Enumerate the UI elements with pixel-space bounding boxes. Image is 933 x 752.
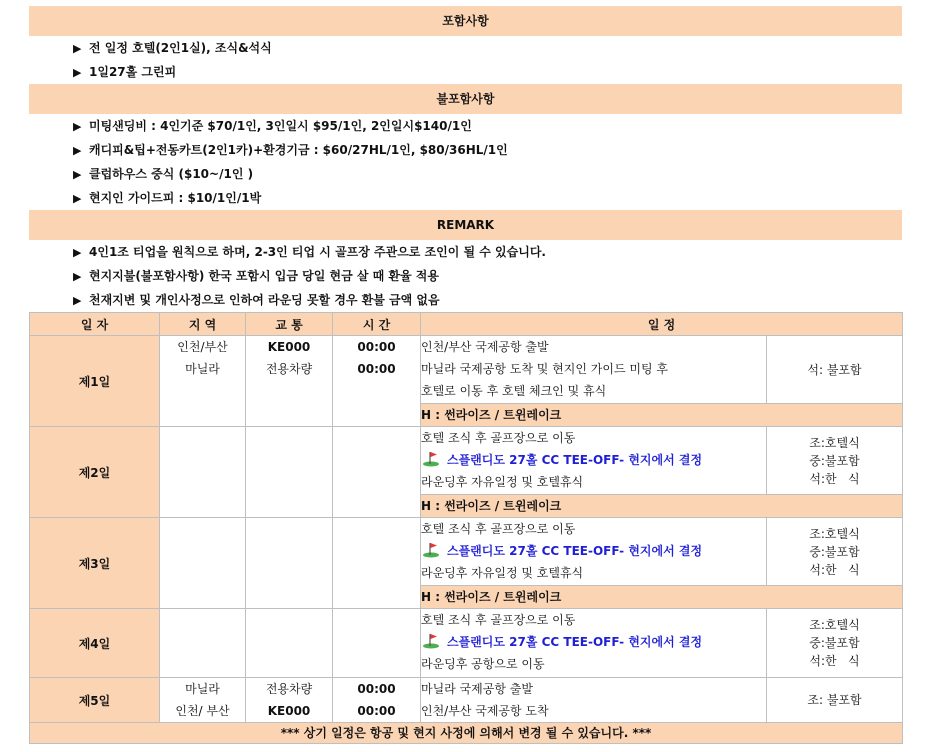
col-header-region: 지 역 bbox=[160, 313, 246, 336]
excluded-item: ▶ 클럽하우스 중식 ($10~/1인 ) bbox=[29, 162, 902, 186]
plan-cell: 호텔 조식 후 골프장으로 이동 스플랜디도 27홀 CC TEE-OFF- 현지에서 결정 라운딩후 자유일정 및 호텔휴식 bbox=[421, 427, 767, 495]
region-cell bbox=[160, 427, 246, 518]
day-row bbox=[30, 678, 903, 723]
remark-item: ▶ 현지지불(불포함사항) 한국 포함시 입금 당일 현금 살 때 환율 적용 bbox=[29, 264, 902, 288]
time-cell: 00:00 00:00 bbox=[333, 336, 421, 427]
schedule-footer-note: *** 상기 일정은 항공 및 현지 사정에 의해서 변경 될 수 있습니다. *** bbox=[30, 723, 903, 744]
itinerary-document bbox=[29, 6, 902, 744]
transport-cell: KE000 전용차량 bbox=[246, 336, 333, 427]
time-cell bbox=[333, 518, 421, 609]
col-header-time: 시 간 bbox=[333, 313, 421, 336]
bullet-icon: ▶ bbox=[73, 294, 82, 307]
day-label: 제2일 bbox=[30, 427, 160, 518]
transport-cell bbox=[246, 427, 333, 518]
day-row bbox=[30, 609, 903, 678]
region-cell bbox=[160, 609, 246, 678]
region-cell: 마닐라 인천/ 부산 bbox=[160, 678, 246, 723]
transport-cell: 전용차량 KE000 bbox=[246, 678, 333, 723]
bullet-icon: ▶ bbox=[73, 144, 82, 157]
meal-cell: 조:호텔식 중:불포함 석:한 식 bbox=[767, 427, 903, 495]
plan-cell: 인천/부산 국제공항 출발 마닐라 국제공항 도착 및 현지인 가이드 미팅 후 호텔로 이동 후 호텔 체크인 및 휴식 bbox=[421, 336, 767, 404]
excluded-item: ▶ 미팅샌딩비 : 4인기준 $70/1인, 3인일시 $95/1인, 2인일시$140/1인 bbox=[29, 114, 902, 138]
excluded-item: ▶ 캐디피&팁+전동카트(2인1카)+환경기금 : $60/27HL/1인, $80/36HL/1인 bbox=[29, 138, 902, 162]
col-header-transport: 교 통 bbox=[246, 313, 333, 336]
time-cell bbox=[333, 427, 421, 518]
day-label: 제3일 bbox=[30, 518, 160, 609]
transport-cell bbox=[246, 609, 333, 678]
schedule-header-row bbox=[30, 313, 903, 336]
plan-cell: 마닐라 국제공항 출발 인천/부산 국제공항 도착 bbox=[421, 678, 767, 723]
day-label: 제4일 bbox=[30, 609, 160, 678]
golf-flag-icon bbox=[421, 633, 441, 649]
included-item: ▶ 전 일정 호텔(2인1실), 조식&석식 bbox=[29, 36, 902, 60]
col-header-plan: 일 정 bbox=[421, 313, 903, 336]
excluded-item: ▶ 현지인 가이드피 : $10/1인/1박 bbox=[29, 186, 902, 210]
day-row bbox=[30, 427, 903, 495]
included-header: 포함사항 bbox=[29, 6, 902, 36]
remark-header: REMARK bbox=[29, 210, 902, 240]
hotel-label: H : 썬라이즈 / 트윈레이크 bbox=[421, 495, 903, 518]
transport-cell bbox=[246, 518, 333, 609]
bullet-icon: ▶ bbox=[73, 120, 82, 133]
schedule-table bbox=[29, 312, 903, 744]
col-header-day: 일 자 bbox=[30, 313, 160, 336]
region-cell bbox=[160, 518, 246, 609]
meal-cell: 석: 불포함 bbox=[767, 336, 903, 404]
region-cell: 인천/부산 마닐라 bbox=[160, 336, 246, 427]
meal-cell: 조: 불포함 bbox=[767, 678, 903, 723]
meal-cell: 조:호텔식 중:불포함 석:한 식 bbox=[767, 609, 903, 678]
day-row bbox=[30, 518, 903, 586]
remark-item: ▶ 천재지변 및 개인사정으로 인하여 라운딩 못할 경우 환불 금액 없음 bbox=[29, 288, 902, 312]
footer-row bbox=[30, 723, 903, 744]
day-label: 제5일 bbox=[30, 678, 160, 723]
golf-flag-icon bbox=[421, 451, 441, 467]
excluded-header: 불포함사항 bbox=[29, 84, 902, 114]
bullet-icon: ▶ bbox=[73, 42, 82, 55]
bullet-icon: ▶ bbox=[73, 270, 82, 283]
bullet-icon: ▶ bbox=[73, 192, 82, 205]
golf-flag-icon bbox=[421, 542, 441, 558]
included-item: ▶ 1일27홀 그린피 bbox=[29, 60, 902, 84]
remark-item: ▶ 4인1조 티업을 원칙으로 하며, 2-3인 티업 시 골프장 주관으로 조인이 될 수 있습니다. bbox=[29, 240, 902, 264]
plan-cell: 호텔 조식 후 골프장으로 이동 스플랜디도 27홀 CC TEE-OFF- 현지에서 결정 라운딩후 자유일정 및 호텔휴식 bbox=[421, 518, 767, 586]
day-row bbox=[30, 336, 903, 404]
hotel-label: H : 썬라이즈 / 트윈레이크 bbox=[421, 586, 903, 609]
bullet-icon: ▶ bbox=[73, 66, 82, 79]
time-cell bbox=[333, 609, 421, 678]
plan-cell: 호텔 조식 후 골프장으로 이동 스플랜디도 27홀 CC TEE-OFF- 현지에서 결정 라운딩후 공항으로 이동 bbox=[421, 609, 767, 678]
day-label: 제1일 bbox=[30, 336, 160, 427]
meal-cell: 조:호텔식 중:불포함 석:한 식 bbox=[767, 518, 903, 586]
hotel-label: H : 썬라이즈 / 트윈레이크 bbox=[421, 404, 903, 427]
time-cell: 00:00 00:00 bbox=[333, 678, 421, 723]
bullet-icon: ▶ bbox=[73, 246, 82, 259]
bullet-icon: ▶ bbox=[73, 168, 82, 181]
